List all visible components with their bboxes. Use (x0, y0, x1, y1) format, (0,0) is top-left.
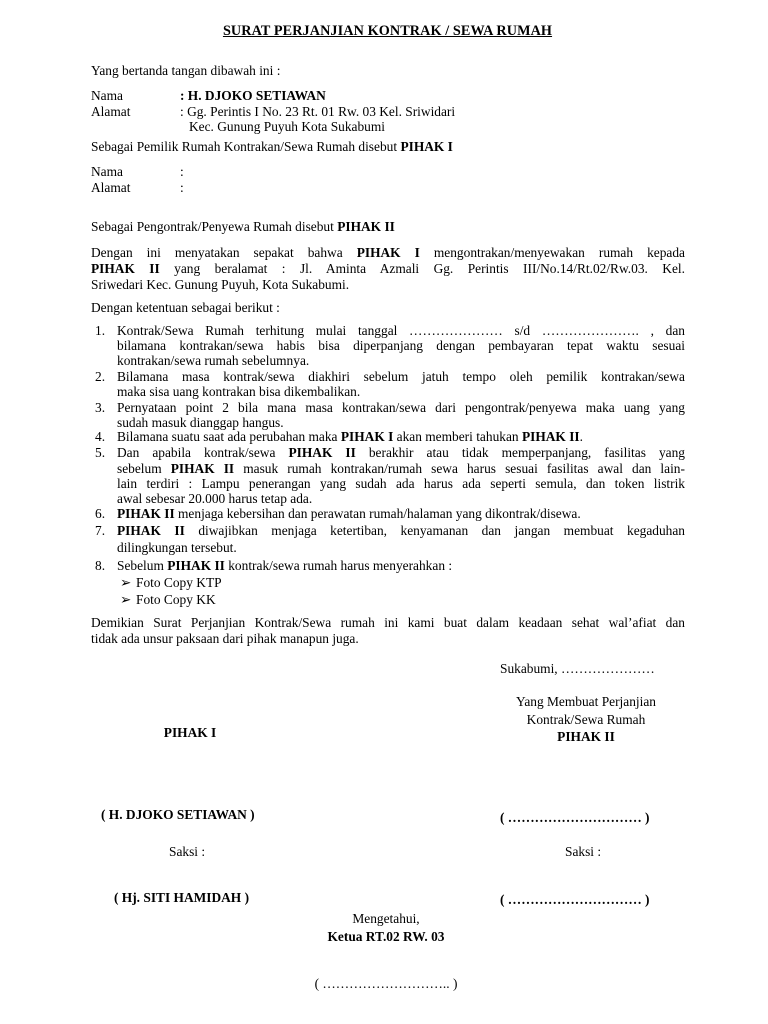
item-1-line-2: bilamana kontrakan/sewa habis bisa diperpanjang dengan pembayaran tepat waktu sesuai (117, 338, 685, 353)
item-5-line-2: sebelum PIHAK II masuk rumah kontrakan/rumah sewa harus sesuai fasilitas awal dan lain- (117, 461, 685, 476)
pihak2-alamat-value: : (180, 180, 184, 195)
item-2-line-2: maka sisa uang kontrakan bisa dikembalikan. (117, 384, 361, 399)
item-6-line-1: PIHAK II menjaga kebersihan dan perawatan rumah/halaman yang dikontrak/disewa. (117, 506, 581, 521)
item-5-line-3: lain terdiri : Lampu penerangan yang sudah ada harus ada seperti semula, dan token listrik (117, 476, 685, 491)
pihak1-alamat-line1: : Gg. Perintis I No. 23 Rt. 01 Rw. 03 Kel. Sriwidari (180, 104, 456, 119)
ketua-rt-label: Ketua RT.02 RW. 03 (327, 929, 445, 944)
pihak2-role: Sebagai Pengontrak/Penyewa Rumah disebut PIHAK II (91, 219, 395, 234)
pihak1-nama-label: Nama (91, 88, 123, 103)
item-7-line-1: PIHAK II diwajibkan menjaga ketertiban, kenyamanan dan jangan membuat kegaduhan (117, 523, 685, 538)
item-number-7: 7. (95, 523, 106, 538)
pihak1-alamat-label: Alamat (91, 104, 131, 119)
item-number-5: 5. (95, 445, 106, 460)
pihak2-nama-value: : (180, 164, 184, 179)
intro-text: Yang bertanda tangan dibawah ini : (91, 63, 281, 78)
saksi-left-label: Saksi : (169, 844, 206, 859)
mengetahui-label: Mengetahui, (352, 911, 420, 926)
item-7-line-2: dilingkungan tersebut. (117, 540, 237, 555)
maker-line-2: Kontrak/Sewa Rumah (526, 712, 646, 727)
item-number-1: 1. (95, 323, 106, 338)
pihak2-signature-label: PIHAK II (557, 729, 615, 744)
pihak2-signature-name: ( ………………………… ) (500, 810, 650, 825)
item-2-line-1: Bilamana masa kontrak/sewa diakhiri sebelum jatuh tempo oleh pemilik kontrakan/sewa (117, 369, 685, 384)
pihak1-role: Sebagai Pemilik Rumah Kontrakan/Sewa Rumah disebut PIHAK I (91, 139, 453, 154)
item-1-line-1: Kontrak/Sewa Rumah terhitung mulai tanggal ………………… s/d …………………. , dan (117, 323, 685, 338)
statement-line-3: Sriwedari Kec. Gunung Puyuh, Kota Sukabumi. (91, 277, 350, 292)
item-3-line-2: sudah masuk dianggap hangus. (117, 415, 284, 430)
statement-line-1: Dengan ini menyatakan sepakat bahwa PIHAK I mengontrakan/menyewakan rumah kepada (91, 245, 686, 260)
ketua-signature-name: ( ……………………….. ) (314, 976, 458, 991)
item-number-6: 6. (95, 506, 106, 521)
statement-line-2: PIHAK II yang beralamat : Jl. Aminta Azmali Gg. Perintis III/No.14/Rt.02/Rw.03. Kel. (91, 261, 685, 276)
pihak1-signature-label: PIHAK I (163, 725, 217, 740)
document-title: SURAT PERJANJIAN KONTRAK / SEWA RUMAH (222, 23, 553, 39)
item-5-line-1: Dan apabila kontrak/sewa PIHAK II berakhir atau tidak memperpanjang, fasilitas yang (117, 445, 685, 460)
pihak2-alamat-label: Alamat (91, 180, 131, 195)
ketentuan-intro: Dengan ketentuan sebagai berikut : (91, 300, 280, 315)
closing-line-1: Demikian Surat Perjanjian Kontrak/Sewa rumah ini kami buat dalam keadaan sehat wal’afiat dan (91, 615, 685, 630)
pihak1-alamat-line2: Kec. Gunung Puyuh Kota Sukabumi (189, 119, 386, 134)
item-8-line-1: Sebelum PIHAK II kontrak/sewa rumah harus menyerahkan : (117, 558, 453, 573)
saksi-right-label: Saksi : (565, 844, 602, 859)
item-number-8: 8. (95, 558, 106, 573)
item-3-line-1: Pernyataan point 2 bila mana masa kontrakan/sewa dari pengontrak/penyewa maka uang yang (117, 400, 685, 415)
item-1-line-3: kontrakan/sewa rumah sebelumnya. (117, 353, 310, 368)
arrow-bullet-icon: ➢ (120, 592, 132, 607)
pihak1-nama-value: : H. DJOKO SETIAWAN (180, 88, 326, 103)
item-number-2: 2. (95, 369, 106, 384)
item-4-line-1: Bilamana suatu saat ada perubahan maka PIHAK I akan memberi tahukan PIHAK II. (117, 429, 583, 444)
pihak2-nama-label: Nama (91, 164, 123, 179)
pihak1-signature-name: ( H. DJOKO SETIAWAN ) (101, 807, 255, 822)
item-5-line-4: awal sebesar 20.000 harus tetap ada. (117, 491, 313, 506)
closing-line-2: tidak ada unsur paksaan dari pihak manapun juga. (91, 631, 359, 646)
item-number-3: 3. (95, 400, 106, 415)
place-date: Sukabumi, ………………… (500, 661, 655, 676)
sub-item-kk: Foto Copy KK (136, 592, 216, 607)
arrow-bullet-icon: ➢ (120, 575, 132, 590)
witness-right-name: ( ………………………… ) (500, 892, 650, 907)
item-number-4: 4. (95, 429, 106, 444)
sub-item-ktp: Foto Copy KTP (136, 575, 222, 590)
witness-left-name: ( Hj. SITI HAMIDAH ) (114, 890, 250, 905)
maker-line-1: Yang Membuat Perjanjian (516, 694, 656, 709)
